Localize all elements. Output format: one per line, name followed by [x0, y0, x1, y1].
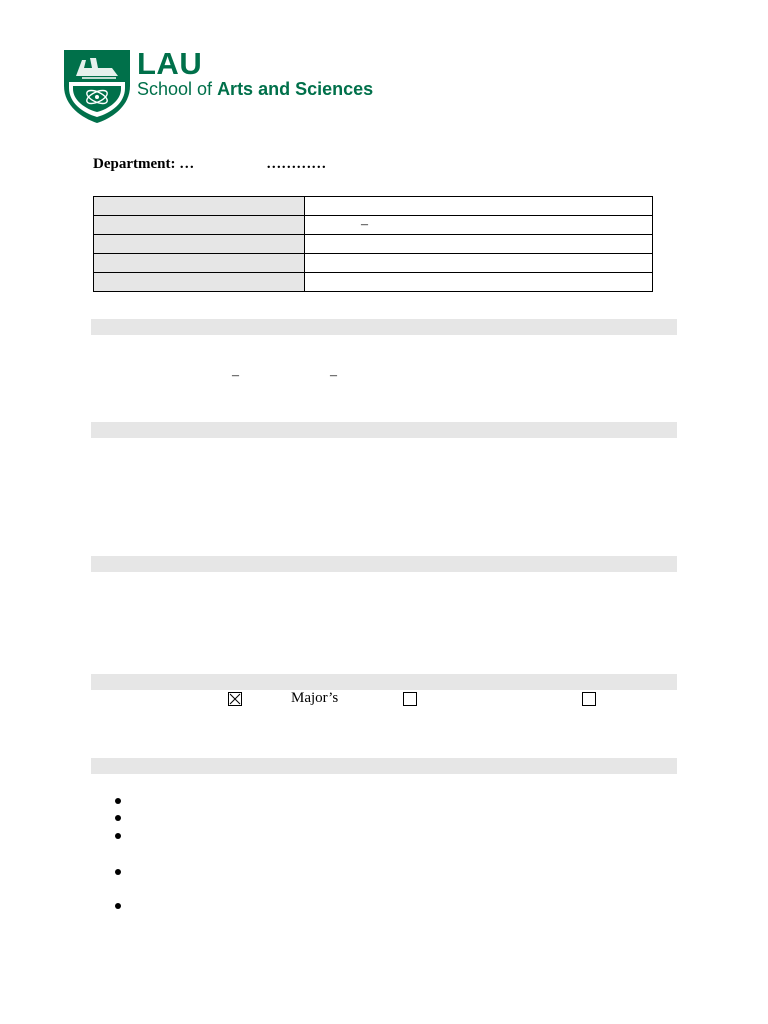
table-row — [94, 254, 653, 273]
table-label-cell — [94, 254, 305, 273]
section-dash: – — [232, 368, 239, 383]
table-label-cell — [94, 235, 305, 254]
bullet-icon — [115, 833, 121, 839]
table-label-cell — [94, 197, 305, 216]
section-header-bar — [91, 422, 677, 438]
section-header-bar — [91, 319, 677, 335]
section-dash: – — [330, 368, 337, 383]
checkbox-checked[interactable] — [228, 692, 242, 706]
checkbox-other[interactable] — [582, 692, 596, 706]
table-label-cell — [94, 216, 305, 235]
x-mark-icon — [229, 693, 241, 705]
bullet-icon — [115, 869, 121, 875]
section-header-bar — [91, 556, 677, 572]
school-name — [137, 78, 373, 100]
section-header-bar — [91, 674, 677, 690]
table-value-cell[interactable] — [305, 216, 653, 235]
table-value-cell[interactable] — [305, 254, 653, 273]
table-value-cell[interactable] — [305, 273, 653, 292]
table-value-cell[interactable] — [305, 197, 653, 216]
section-header-bar — [91, 758, 677, 774]
table-row — [94, 197, 653, 216]
logo-text: LAU — [137, 46, 203, 81]
table-value-dash: – — [361, 217, 368, 232]
checkbox-label-majors: Major’s — [291, 690, 339, 706]
checkbox-majors[interactable] — [403, 692, 417, 706]
department-label: Department: … — [93, 156, 195, 172]
table-value-cell[interactable] — [305, 235, 653, 254]
table-row — [94, 235, 653, 254]
department-dots: ………… — [266, 156, 327, 172]
table-label-cell — [94, 273, 305, 292]
bullet-icon — [115, 815, 121, 821]
table-row — [94, 216, 653, 235]
department-field[interactable] — [93, 156, 326, 173]
bullet-icon — [115, 798, 121, 804]
school-title: Arts and Sciences — [217, 79, 374, 99]
school-prefix: School of — [137, 79, 218, 99]
table-row — [94, 273, 653, 292]
lau-logo-icon — [62, 48, 132, 124]
bullet-icon — [115, 903, 121, 909]
course-info-table — [93, 196, 653, 292]
